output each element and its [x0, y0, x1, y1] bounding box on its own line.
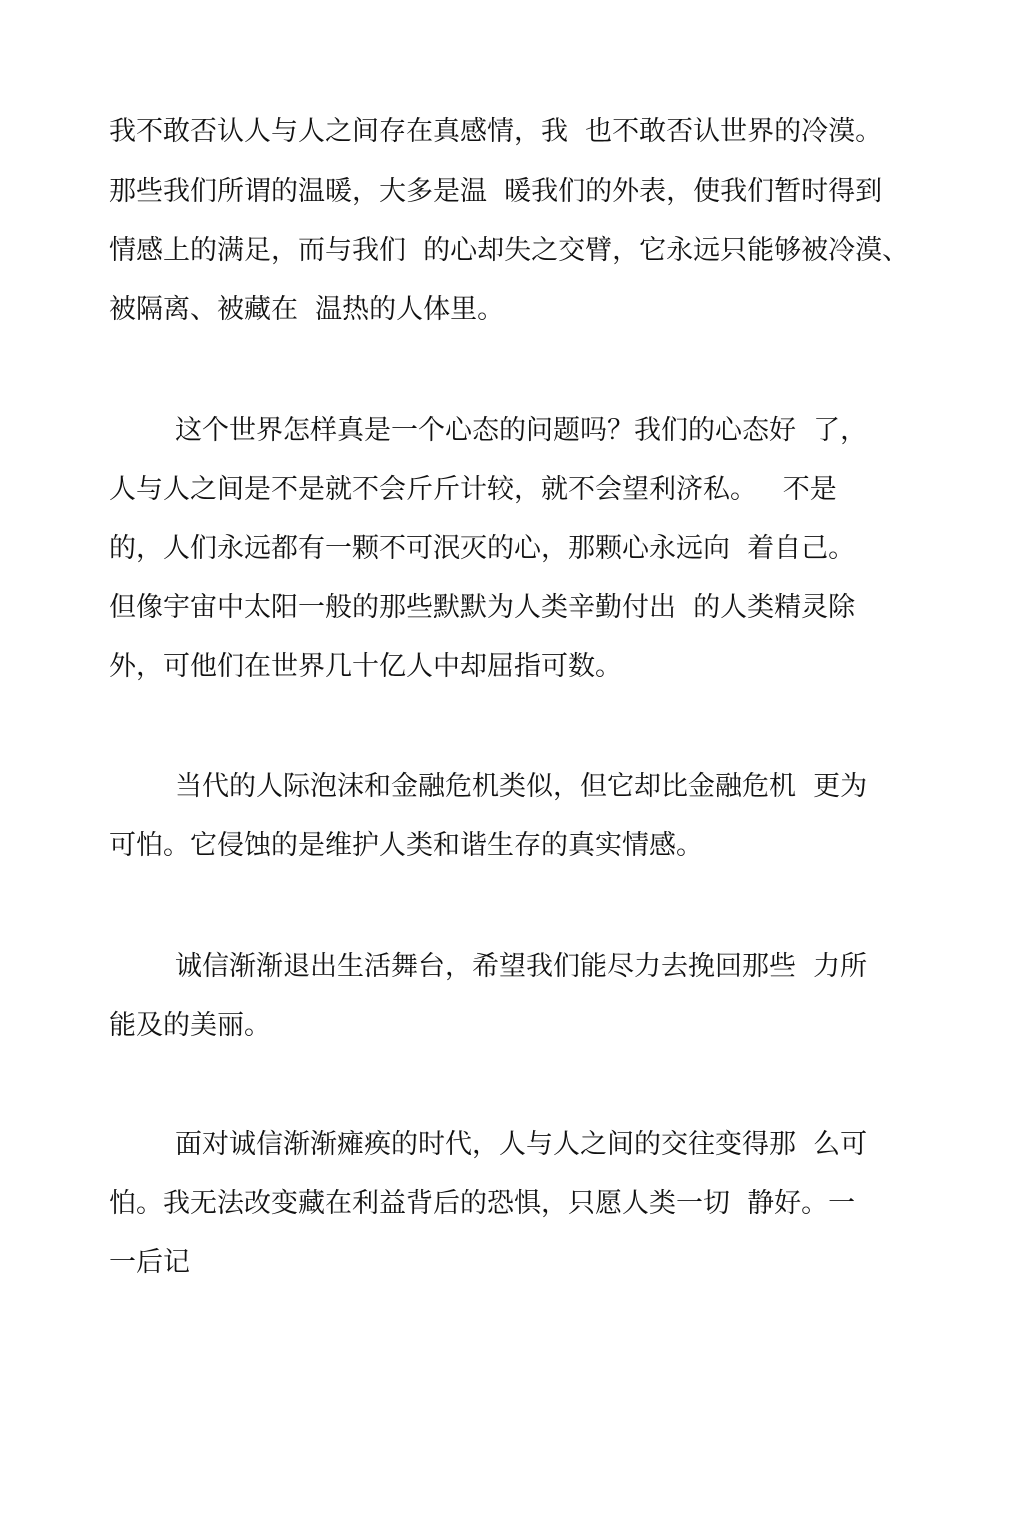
- paragraph-line: 可怕。它侵蚀的是维护人类和谐生存的真实情感。: [109, 830, 703, 861]
- paragraph-line: 那些我们所谓的温暖，大多是温 暖我们的外表，使我们暂时得到: [109, 176, 883, 207]
- paragraph-line: 情感上的满足，而与我们 的心却失之交臂，它永远只能够被冷漠、: [109, 235, 910, 266]
- paragraph-line: 当代的人际泡沫和金融危机类似，但它却比金融危机 更为: [175, 771, 868, 802]
- paragraph-line: 但像宇宙中太阳一般的那些默默为人类辛勤付出 的人类精灵除: [109, 592, 856, 623]
- paragraph-line: 这个世界怎样真是一个心态的问题吗？我们的心态好 了，: [175, 415, 868, 446]
- paragraph-line: 人与人之间是不是就不会斤斤计较，就不会望利济私。 不是: [109, 474, 837, 505]
- paragraph-line: 能及的美丽。: [109, 1010, 271, 1041]
- paragraph-line: 我不敢否认人与人之间存在真感情，我 也不敢否认世界的冷漠。: [109, 116, 883, 147]
- paragraph-line: 外，可他们在世界几十亿人中却屈指可数。: [109, 651, 622, 682]
- paragraph-line: 诚信渐渐退出生活舞台，希望我们能尽力去挽回那些 力所: [175, 951, 868, 982]
- paragraph-line: 的，人们永远都有一颗不可泯灭的心，那颗心永远向 着自己。: [109, 533, 856, 564]
- paragraph-line: 怕。我无法改变藏在利益背后的恐惧，只愿人类一切 静好。一: [109, 1188, 856, 1219]
- paragraph-line: 一后记: [109, 1247, 190, 1278]
- paragraph-line: 被隔离、被藏在 温热的人体里。: [109, 294, 505, 325]
- paragraph-line: 面对诚信渐渐瘫痪的时代，人与人之间的交往变得那 么可: [175, 1129, 868, 1160]
